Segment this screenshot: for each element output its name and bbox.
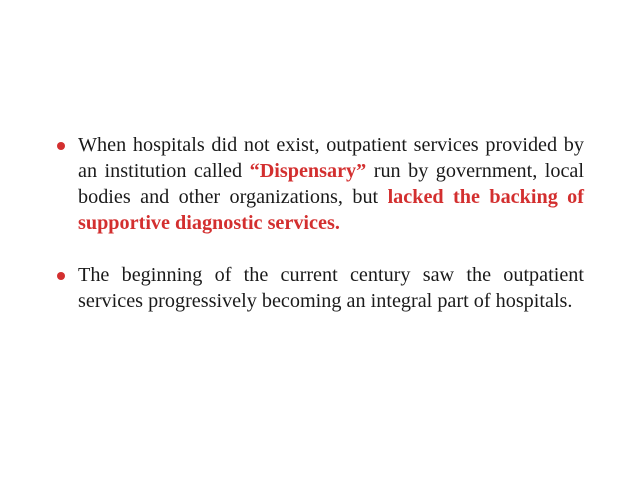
bullet-dot-icon — [57, 142, 65, 150]
bullet-list — [56, 132, 584, 340]
bullet-text-part: run by government, local bodies and other organizations, but — [78, 160, 584, 208]
bullet-item-dispensary — [56, 132, 584, 236]
bullet-text-part: When hospitals did not exist, outpatient services provided by an institution called — [78, 134, 584, 182]
bullet-text: The beginning of the current century saw the outpatient services progressively becoming an integral part of hospitals. — [78, 264, 584, 312]
dispensary-highlight: “Dispensary” — [249, 160, 367, 182]
bullet-dot-icon — [57, 272, 65, 280]
diagnostic-services-highlight: lacked the backing of supportive diagnostic services. — [78, 186, 584, 234]
bullet-item-current-century — [56, 262, 584, 314]
